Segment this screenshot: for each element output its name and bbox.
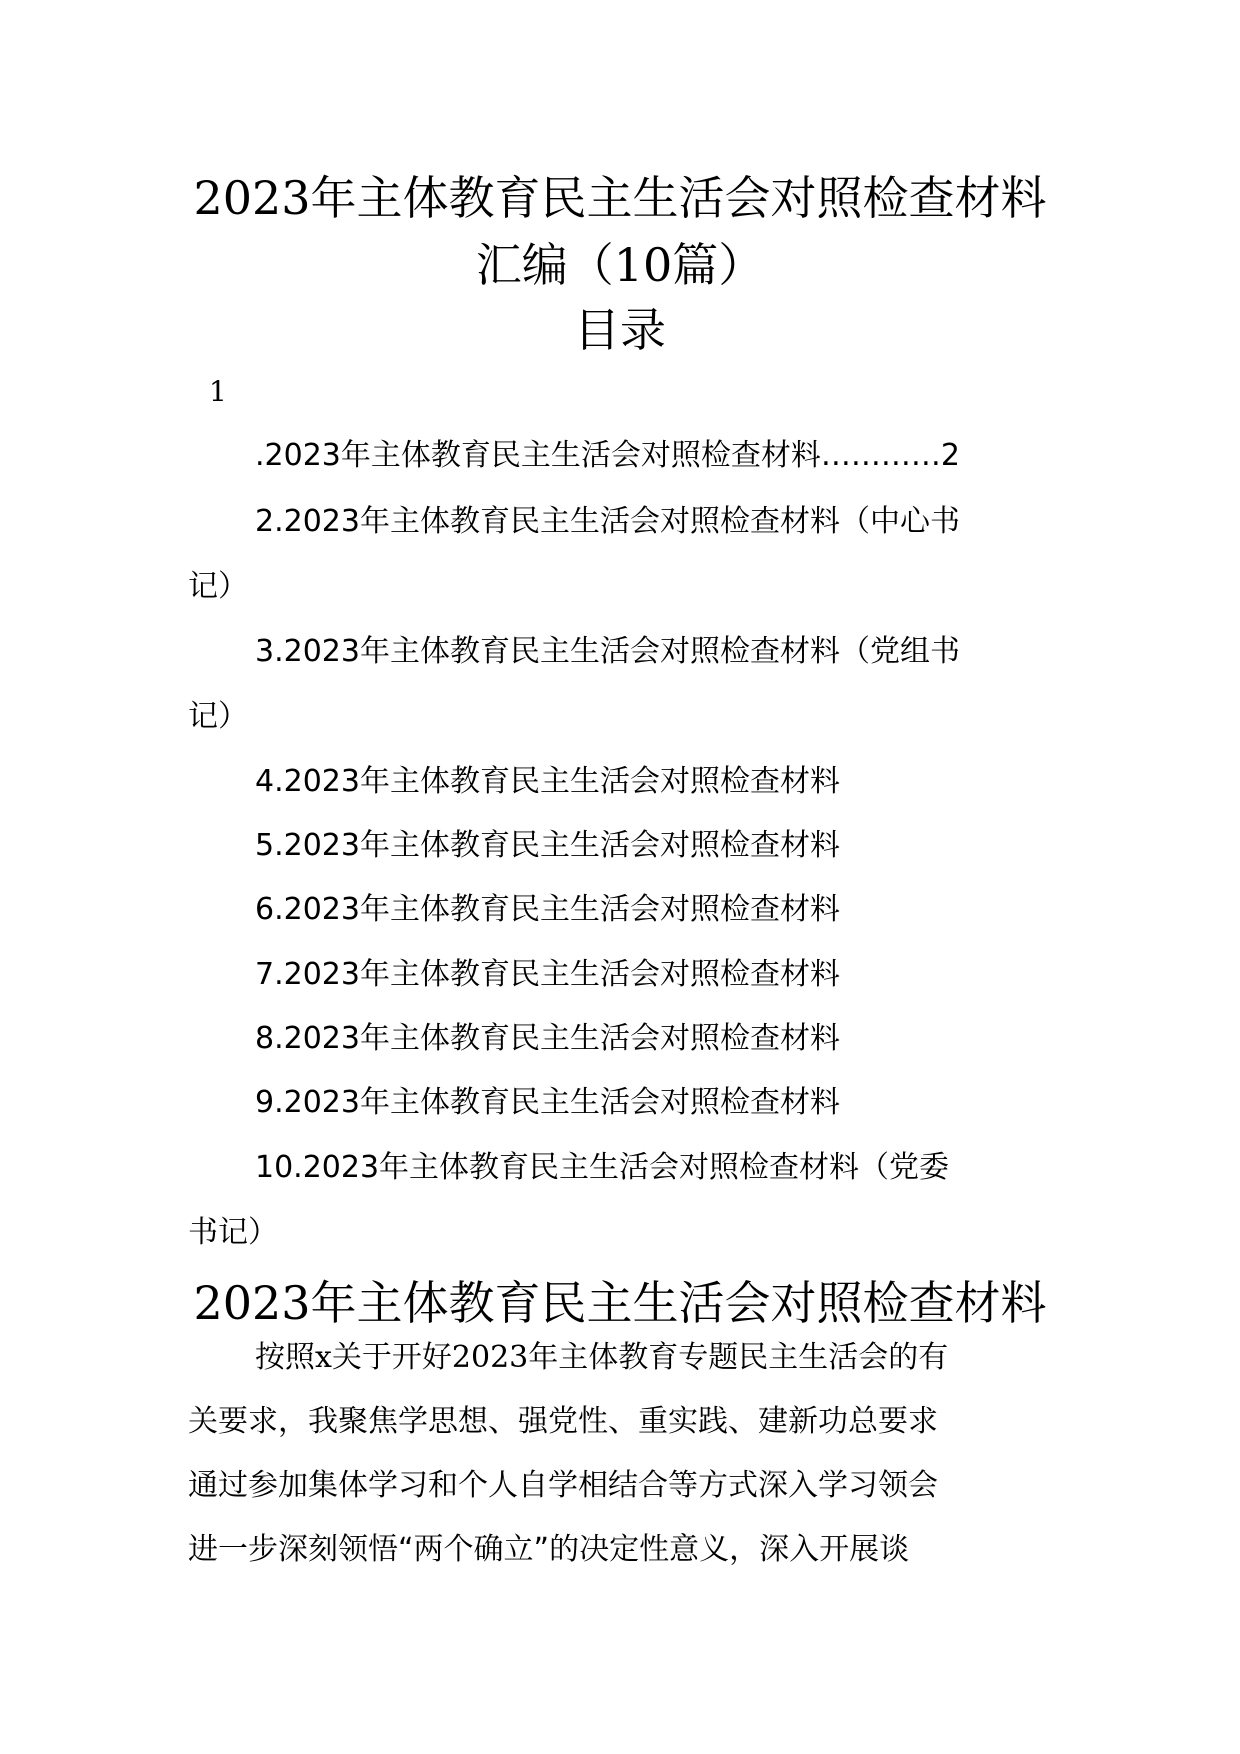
toc-item-3-continuation[interactable]: 记）	[188, 699, 248, 734]
toc-item-5[interactable]: 5.2023年主体教育民主生活会对照检查材料	[255, 828, 840, 863]
toc-heading: 目录	[574, 303, 666, 357]
toc-item-7[interactable]: 7.2023年主体教育民主生活会对照检查材料	[255, 957, 840, 992]
paragraph-line-4: 进一步深刻领悟“两个确立”的决定性意义，深入开展谈	[188, 1532, 910, 1567]
toc-item-3[interactable]: 3.2023年主体教育民主生活会对照检查材料（党组书	[255, 634, 960, 669]
toc-item-1[interactable]: .2023年主体教育民主生活会对照检查材料…………2	[255, 438, 960, 473]
toc-item-2[interactable]: 2.2023年主体教育民主生活会对照检查材料（中心书	[255, 504, 960, 539]
paragraph-line-1: 按照x关于开好2023年主体教育专题民主生活会的有	[255, 1340, 949, 1375]
document-title-line-2: 汇编（10篇）	[475, 238, 765, 292]
toc-item-4[interactable]: 4.2023年主体教育民主生活会对照检查材料	[255, 764, 840, 799]
toc-item-10[interactable]: 10.2023年主体教育民主生活会对照检查材料（党委	[255, 1150, 950, 1185]
toc-item-2-continuation[interactable]: 记）	[188, 569, 248, 604]
toc-item-10-continuation[interactable]: 书记）	[188, 1215, 278, 1250]
page-number-marker: 1	[209, 375, 227, 408]
toc-item-9[interactable]: 9.2023年主体教育民主生活会对照检查材料	[255, 1085, 840, 1120]
paragraph-line-2: 关要求，我聚焦学思想、强党性、重实践、建新功总要求	[188, 1404, 938, 1439]
toc-item-8[interactable]: 8.2023年主体教育民主生活会对照检查材料	[255, 1021, 840, 1056]
section-title: 2023年主体教育民主生活会对照检查材料	[193, 1276, 1047, 1330]
toc-item-6[interactable]: 6.2023年主体教育民主生活会对照检查材料	[255, 892, 840, 927]
document-title-line-1: 2023年主体教育民主生活会对照检查材料	[193, 171, 1047, 225]
paragraph-line-3: 通过参加集体学习和个人自学相结合等方式深入学习领会	[188, 1468, 938, 1503]
